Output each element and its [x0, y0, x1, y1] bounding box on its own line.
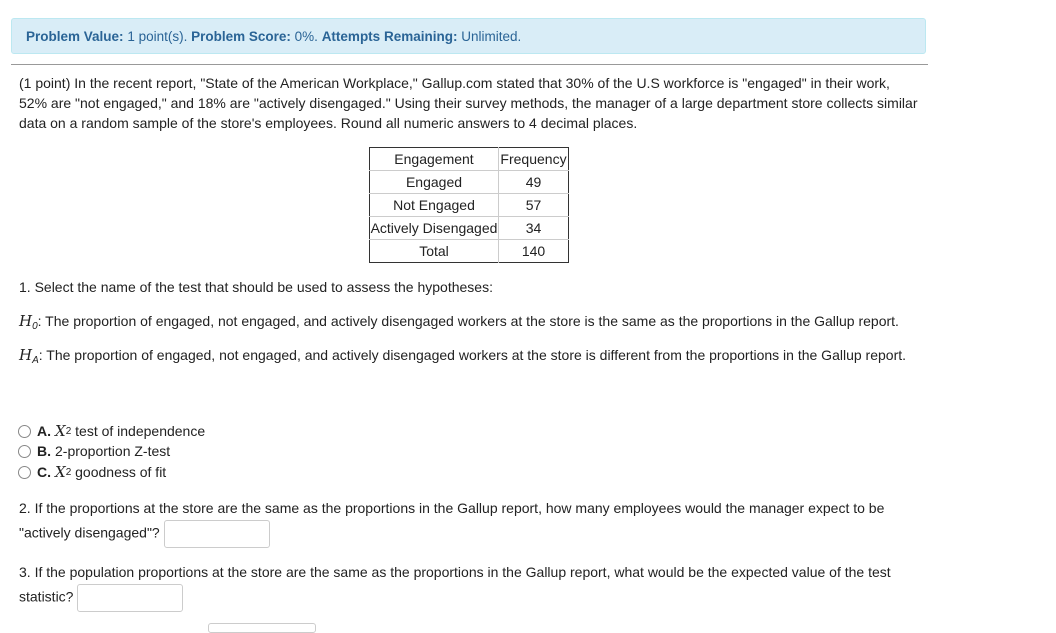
q2-answer-input[interactable]	[164, 520, 270, 548]
chi-symbol: X	[55, 422, 66, 440]
ha-symbol: H	[19, 346, 33, 364]
table-cell: 49	[499, 171, 569, 194]
table-cell: Not Engaged	[370, 194, 499, 217]
option-text: goodness of fit	[71, 464, 167, 480]
problem-status-banner	[11, 18, 926, 54]
exponent: 2	[65, 466, 72, 478]
table-header: Engagement	[370, 148, 499, 171]
alt-hypothesis	[19, 345, 919, 371]
problem-value-label: Problem Value:	[26, 28, 124, 44]
divider	[11, 64, 928, 65]
problem-intro: (1 point) In the recent report, "State of the American Workplace," Gallup.com stated that 30% of the U.S workforce is "engaged" in their work, 52% are "not engaged," and 18% are "actively disengaged." Using their survey methods, the manager of a large department store collects similar data on a random sample of the store's employees. Round all numeric answers to 4 decimal places.	[19, 75, 918, 131]
next-answer-input[interactable]	[208, 623, 316, 633]
q1-prompt: 1. Select the name of the test that should be used to assess the hypotheses:	[19, 279, 493, 295]
table-cell: 57	[499, 194, 569, 217]
attempts-remaining: Unlimited.	[461, 28, 522, 44]
ha-text: : The proportion of engaged, not engaged, and actively disengaged workers at the store is different from the proportions in the Gallup report.	[38, 347, 907, 363]
h0-subscript: 0	[32, 321, 38, 332]
radio-button[interactable]	[18, 445, 31, 458]
attempts-remaining-label: Attempts Remaining:	[321, 28, 458, 44]
table-header-row	[370, 148, 569, 171]
option-text: test of independence	[71, 423, 206, 439]
problem-score-label: Problem Score:	[191, 28, 291, 44]
ha-subscript: A	[32, 355, 39, 366]
table-row	[370, 171, 569, 194]
q2	[19, 496, 919, 548]
problem-value: 1 point(s).	[127, 28, 188, 44]
table-cell: Total	[419, 243, 449, 259]
h0-text: : The proportion of engaged, not engaged, and actively disengaged workers at the store is the same as the proportions in the Gallup report.	[37, 313, 899, 329]
option-a[interactable]	[18, 421, 205, 441]
table-header: Frequency	[499, 148, 569, 171]
q3-answer-input[interactable]	[77, 584, 183, 612]
option-letter: A.	[37, 423, 51, 439]
table-cell: Engaged	[370, 171, 499, 194]
table-cell: Actively Disengaged	[370, 217, 499, 240]
option-b[interactable]	[18, 441, 170, 461]
option-letter: B.	[37, 443, 51, 459]
radio-button[interactable]	[18, 466, 31, 479]
table-cell: 34	[499, 217, 569, 240]
q3-prompt: 3. If the population proportions at the store are the same as the proportions in the Gallup report, what would be the expected value of the test statistic?	[19, 564, 891, 605]
table-row	[370, 240, 569, 263]
frequency-table	[369, 147, 569, 263]
h0-symbol: H	[19, 312, 33, 330]
option-letter: C.	[37, 464, 51, 480]
q3	[19, 560, 919, 612]
radio-button[interactable]	[18, 425, 31, 438]
q2-prompt: 2. If the proportions at the store are the same as the proportions in the Gallup report, how many employees would the manager expect to be "actively disengaged"?	[19, 500, 885, 541]
option-c[interactable]	[18, 462, 166, 482]
table-cell: 140	[499, 240, 569, 263]
problem-score: 0%.	[294, 28, 318, 44]
chi-symbol: X	[55, 463, 66, 481]
table-row	[370, 217, 569, 240]
null-hypothesis	[19, 311, 919, 337]
table-row	[370, 194, 569, 217]
exponent: 2	[65, 425, 72, 437]
option-text: 2-proportion Z-test	[55, 443, 171, 459]
